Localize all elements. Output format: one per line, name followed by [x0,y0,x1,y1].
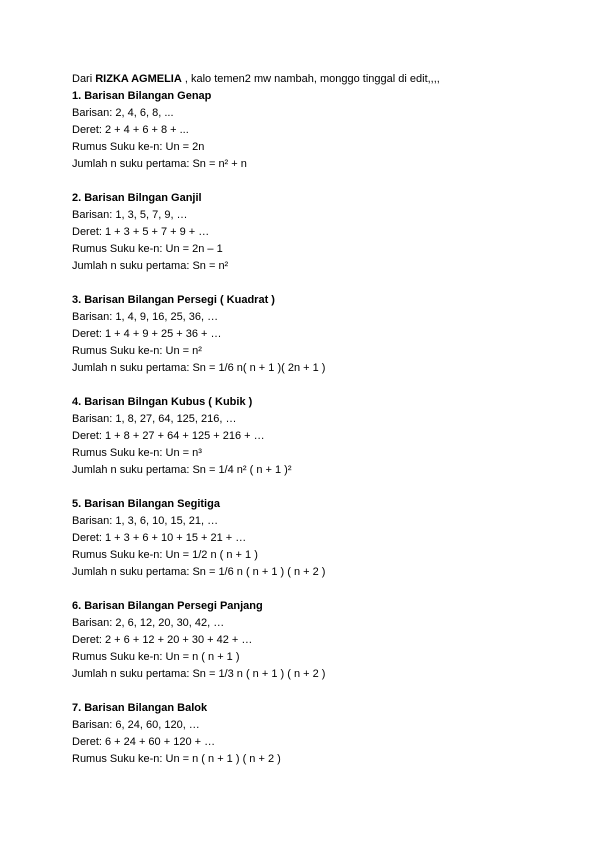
nth-term-formula: Rumus Suku ke-n: Un = 2n [72,141,205,153]
nth-term-formula: Rumus Suku ke-n: Un = n ( n + 1 ) ( n + 2 ) [72,753,281,765]
section-title: 7. Barisan Bilangan Balok [72,702,208,714]
sequence-line: Barisan: 2, 6, 12, 20, 30, 42, … [72,617,225,629]
sum-formula: Jumlah n suku pertama: Sn = 1/6 n ( n + 1 ) ( n + 2 ) [72,566,326,578]
series-line: Deret: 1 + 3 + 6 + 10 + 15 + 21 + … [72,532,247,544]
sequence-line: Barisan: 6, 24, 60, 120, … [72,719,200,731]
author-name: RIZKA AGMELIA [95,73,182,85]
sequence-line: Barisan: 2, 4, 6, 8, ... [72,107,174,119]
section-5 [72,496,572,581]
section-gap [72,275,572,292]
section-gap [72,377,572,394]
intro-prefix: Dari [72,73,96,85]
sequence-line: Barisan: 1, 3, 6, 10, 15, 21, … [72,515,219,527]
section-title: 5. Barisan Bilangan Segitiga [72,498,220,510]
sum-formula: Jumlah n suku pertama: Sn = 1/6 n( n + 1 )( 2n + 1 ) [72,362,326,374]
sequence-line: Barisan: 1, 8, 27, 64, 125, 216, … [72,413,237,425]
series-line: Deret: 1 + 8 + 27 + 64 + 125 + 216 + … [72,430,265,442]
series-line: Deret: 2 + 6 + 12 + 20 + 30 + 42 + … [72,634,253,646]
section-gap [72,479,572,496]
intro-suffix: , kalo temen2 mw nambah, monggo tinggal di edit,,,, [181,73,440,85]
sum-formula: Jumlah n suku pertama: Sn = 1/4 n² ( n + 1 )² [72,464,292,476]
section-title: 2. Barisan Bilngan Ganjil [72,192,202,204]
section-2 [72,190,572,275]
section-title: 3. Barisan Bilangan Persegi ( Kuadrat ) [72,294,275,306]
nth-term-formula: Rumus Suku ke-n: Un = 1/2 n ( n + 1 ) [72,549,258,561]
section-3 [72,292,572,377]
section-gap [72,173,572,190]
section-title: 6. Barisan Bilangan Persegi Panjang [72,600,263,612]
sum-formula: Jumlah n suku pertama: Sn = n² + n [72,158,247,170]
nth-term-formula: Rumus Suku ke-n: Un = 2n – 1 [72,243,223,255]
series-line: Deret: 1 + 4 + 9 + 25 + 36 + … [72,328,222,340]
sum-formula: Jumlah n suku pertama: Sn = 1/3 n ( n + 1 ) ( n + 2 ) [72,668,326,680]
nth-term-formula: Rumus Suku ke-n: Un = n² [72,345,202,357]
series-line: Deret: 2 + 4 + 6 + 8 + ... [72,124,189,136]
sequence-line: Barisan: 1, 4, 9, 16, 25, 36, … [72,311,219,323]
nth-term-formula: Rumus Suku ke-n: Un = n³ [72,447,202,459]
section-gap [72,683,572,700]
sum-formula: Jumlah n suku pertama: Sn = n² [72,260,229,272]
section-1 [72,88,572,173]
section-7 [72,700,572,768]
section-title: 4. Barisan Bilngan Kubus ( Kubik ) [72,396,253,408]
section-4 [72,394,572,479]
document-content [72,71,572,768]
section-6 [72,598,572,683]
nth-term-formula: Rumus Suku ke-n: Un = n ( n + 1 ) [72,651,240,663]
section-title: 1. Barisan Bilangan Genap [72,90,212,102]
series-line: Deret: 1 + 3 + 5 + 7 + 9 + … [72,226,210,238]
series-line: Deret: 6 + 24 + 60 + 120 + … [72,736,216,748]
intro-line [72,71,572,88]
section-gap [72,581,572,598]
sequence-line: Barisan: 1, 3, 5, 7, 9, … [72,209,188,221]
